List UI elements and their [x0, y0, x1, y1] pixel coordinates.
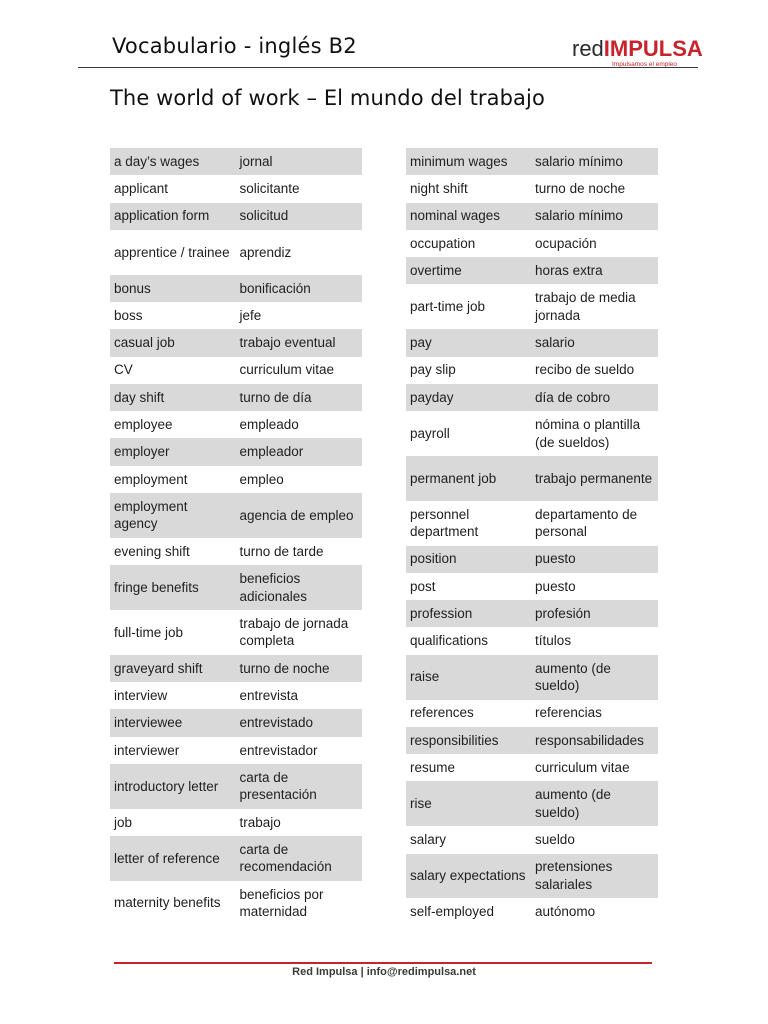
english-term: pay slip	[410, 362, 456, 378]
vocab-row	[406, 781, 658, 826]
vocab-row	[406, 727, 658, 754]
english-term: post	[410, 578, 436, 594]
vocab-row	[110, 466, 362, 493]
vocab-row	[110, 836, 362, 881]
vocab-row	[110, 764, 362, 809]
page-subtitle: The world of work – El mundo del trabajo	[110, 86, 545, 110]
english-term: a day’s wages	[110, 148, 235, 175]
vocabulary-table-left	[110, 148, 362, 926]
english-term: bonus	[110, 275, 235, 302]
spanish-translation: recibo de sueldo	[535, 362, 635, 378]
vocabulary-table-left-body	[110, 148, 362, 926]
english-term: profession	[406, 600, 531, 627]
english-term: night shift	[410, 181, 468, 197]
vocab-row	[406, 329, 658, 356]
english-term: job	[114, 814, 133, 830]
english-term: payday	[406, 384, 531, 411]
english-term: occupation	[410, 235, 476, 251]
english-term: boss	[114, 307, 143, 323]
spanish-translation: trabajo permanente	[531, 456, 658, 501]
vocab-row	[110, 610, 362, 655]
vocab-row	[406, 854, 658, 899]
english-term: salary	[410, 832, 447, 848]
spanish-translation: trabajo de jornada completa	[239, 615, 349, 649]
english-term: payroll	[410, 425, 450, 441]
spanish-translation: jornal	[235, 148, 362, 175]
spanish-translation: aprendiz	[239, 244, 292, 260]
english-term: full-time job	[114, 624, 184, 640]
spanish-translation: aumento (de sueldo)	[531, 781, 658, 826]
vocab-row	[406, 546, 658, 573]
english-term: maternity benefits	[114, 895, 221, 911]
vocab-row	[110, 384, 362, 411]
english-term: fringe benefits	[110, 565, 235, 610]
vocab-row	[406, 898, 658, 925]
spanish-translation: curriculum vitae	[535, 760, 630, 776]
vocab-row	[110, 493, 362, 538]
header-divider	[78, 67, 698, 68]
english-term: raise	[406, 655, 531, 700]
logo-impulsa-text: IMPULSA	[603, 36, 703, 61]
vocab-row	[406, 230, 658, 257]
spanish-translation: entrevista	[239, 687, 299, 703]
document-title: Vocabulario - inglés B2	[112, 34, 357, 58]
vocab-row	[110, 411, 362, 438]
english-term: part-time job	[410, 299, 486, 315]
english-term: interviewee	[110, 709, 235, 736]
spanish-translation: beneficios por maternidad	[239, 886, 324, 920]
spanish-translation: salario mínimo	[531, 148, 658, 175]
spanish-translation: puesto	[531, 546, 658, 573]
vocab-row	[406, 257, 658, 284]
vocab-row	[406, 203, 658, 230]
english-term: responsibilities	[406, 727, 531, 754]
spanish-translation: profesión	[531, 600, 658, 627]
logo-tagline: Impulsamos el empleo	[612, 61, 678, 68]
vocab-row	[110, 565, 362, 610]
spanish-translation: empleado	[239, 417, 299, 433]
english-term: resume	[410, 760, 456, 776]
english-term: employment agency	[110, 493, 235, 538]
vocab-row	[110, 881, 362, 926]
spanish-translation: beneficios adicionales	[235, 565, 362, 610]
spanish-translation: entrevistado	[235, 709, 362, 736]
vocab-row	[110, 737, 362, 764]
english-term: qualifications	[410, 633, 489, 649]
english-term: self-employed	[410, 904, 495, 920]
spanish-translation: salario mínimo	[531, 203, 658, 230]
english-term: pay	[406, 329, 531, 356]
spanish-translation: sueldo	[535, 832, 575, 848]
spanish-translation: curriculum vitae	[239, 362, 335, 378]
logo-wordmark	[572, 36, 703, 61]
english-term: interview	[114, 687, 168, 703]
vocab-row	[406, 700, 658, 727]
english-term: introductory letter	[110, 764, 235, 809]
english-term: salary expectations	[406, 854, 531, 899]
vocab-row	[110, 357, 362, 384]
spanish-translation: turno de día	[235, 384, 362, 411]
vocab-row	[406, 655, 658, 700]
english-term: nominal wages	[406, 203, 531, 230]
vocabulary-table-right-body	[406, 148, 658, 926]
english-term: application form	[110, 203, 235, 230]
footer-divider	[114, 962, 652, 964]
vocab-row	[406, 456, 658, 501]
english-term: letter of reference	[110, 836, 235, 881]
spanish-translation: trabajo	[239, 814, 281, 830]
vocab-row	[110, 230, 362, 275]
english-term: applicant	[114, 181, 169, 197]
logo-red-text: red	[572, 36, 604, 61]
vocab-row	[110, 302, 362, 329]
vocab-row	[110, 538, 362, 565]
vocab-row	[406, 284, 658, 329]
english-term: rise	[406, 781, 531, 826]
vocab-row	[110, 709, 362, 736]
vocab-row	[406, 357, 658, 384]
spanish-translation: empleador	[235, 438, 362, 465]
spanish-translation: salario	[531, 329, 658, 356]
spanish-translation: referencias	[535, 705, 602, 721]
vocab-row	[110, 329, 362, 356]
english-term: overtime	[406, 257, 531, 284]
english-term: evening shift	[114, 543, 190, 559]
vocab-row	[406, 754, 658, 781]
spanish-translation: departamento de personal	[535, 506, 638, 540]
spanish-translation: títulos	[535, 633, 572, 649]
vocabulary-table-right	[406, 148, 658, 926]
spanish-translation: responsabilidades	[531, 727, 658, 754]
vocab-row	[110, 655, 362, 682]
english-term: minimum wages	[406, 148, 531, 175]
english-term: casual job	[110, 329, 235, 356]
spanish-translation: trabajo de media jornada	[535, 290, 636, 323]
english-term: personnel department	[410, 506, 479, 540]
vocab-row	[406, 175, 658, 202]
vocab-row	[110, 809, 362, 836]
spanish-translation: nómina o plantilla (de sueldos)	[535, 417, 641, 450]
vocab-row	[406, 573, 658, 600]
redimpulsa-logo	[572, 36, 703, 68]
spanish-translation: agencia de empleo	[235, 493, 362, 538]
spanish-translation: horas extra	[531, 257, 658, 284]
vocab-row	[406, 826, 658, 853]
spanish-translation: trabajo eventual	[235, 329, 362, 356]
english-term: employer	[110, 438, 235, 465]
english-term: apprentice / trainee	[114, 244, 230, 260]
spanish-translation: solicitud	[235, 203, 362, 230]
english-term: employee	[114, 417, 173, 433]
spanish-translation: empleo	[239, 471, 284, 487]
english-term: position	[406, 546, 531, 573]
english-term: interviewer	[114, 742, 180, 758]
spanish-translation: carta de recomendación	[235, 836, 362, 881]
english-term: CV	[114, 362, 133, 378]
spanish-translation: puesto	[535, 578, 576, 594]
spanish-translation: turno de noche	[235, 655, 362, 682]
english-term: references	[410, 705, 474, 721]
vocab-row	[110, 175, 362, 202]
spanish-translation: bonificación	[235, 275, 362, 302]
english-term: employment	[114, 471, 188, 487]
vocab-row	[406, 600, 658, 627]
spanish-translation: turno de noche	[535, 181, 626, 197]
spanish-translation: aumento (de sueldo)	[531, 655, 658, 700]
vocab-row	[110, 438, 362, 465]
spanish-translation: entrevistador	[239, 742, 318, 758]
spanish-translation: jefe	[239, 307, 262, 323]
spanish-translation: carta de presentación	[235, 764, 362, 809]
footer-contact: Red Impulsa | info@redimpulsa.net	[292, 966, 476, 978]
vocab-row	[406, 501, 658, 546]
vocab-row	[110, 148, 362, 175]
vocab-row	[110, 682, 362, 709]
english-term: day shift	[110, 384, 235, 411]
english-term: graveyard shift	[110, 655, 235, 682]
vocab-row	[406, 627, 658, 654]
spanish-translation: pretensiones salariales	[531, 854, 658, 899]
vocab-row	[110, 203, 362, 230]
spanish-translation: ocupación	[535, 235, 597, 251]
spanish-translation: autónomo	[535, 904, 596, 920]
vocab-row	[406, 411, 658, 456]
vocab-row	[406, 148, 658, 175]
vocab-row	[406, 384, 658, 411]
english-term: permanent job	[406, 456, 531, 501]
spanish-translation: día de cobro	[531, 384, 658, 411]
spanish-translation: solicitante	[239, 181, 300, 197]
page-header	[0, 0, 768, 80]
spanish-translation: turno de tarde	[239, 543, 324, 559]
vocab-row	[110, 275, 362, 302]
